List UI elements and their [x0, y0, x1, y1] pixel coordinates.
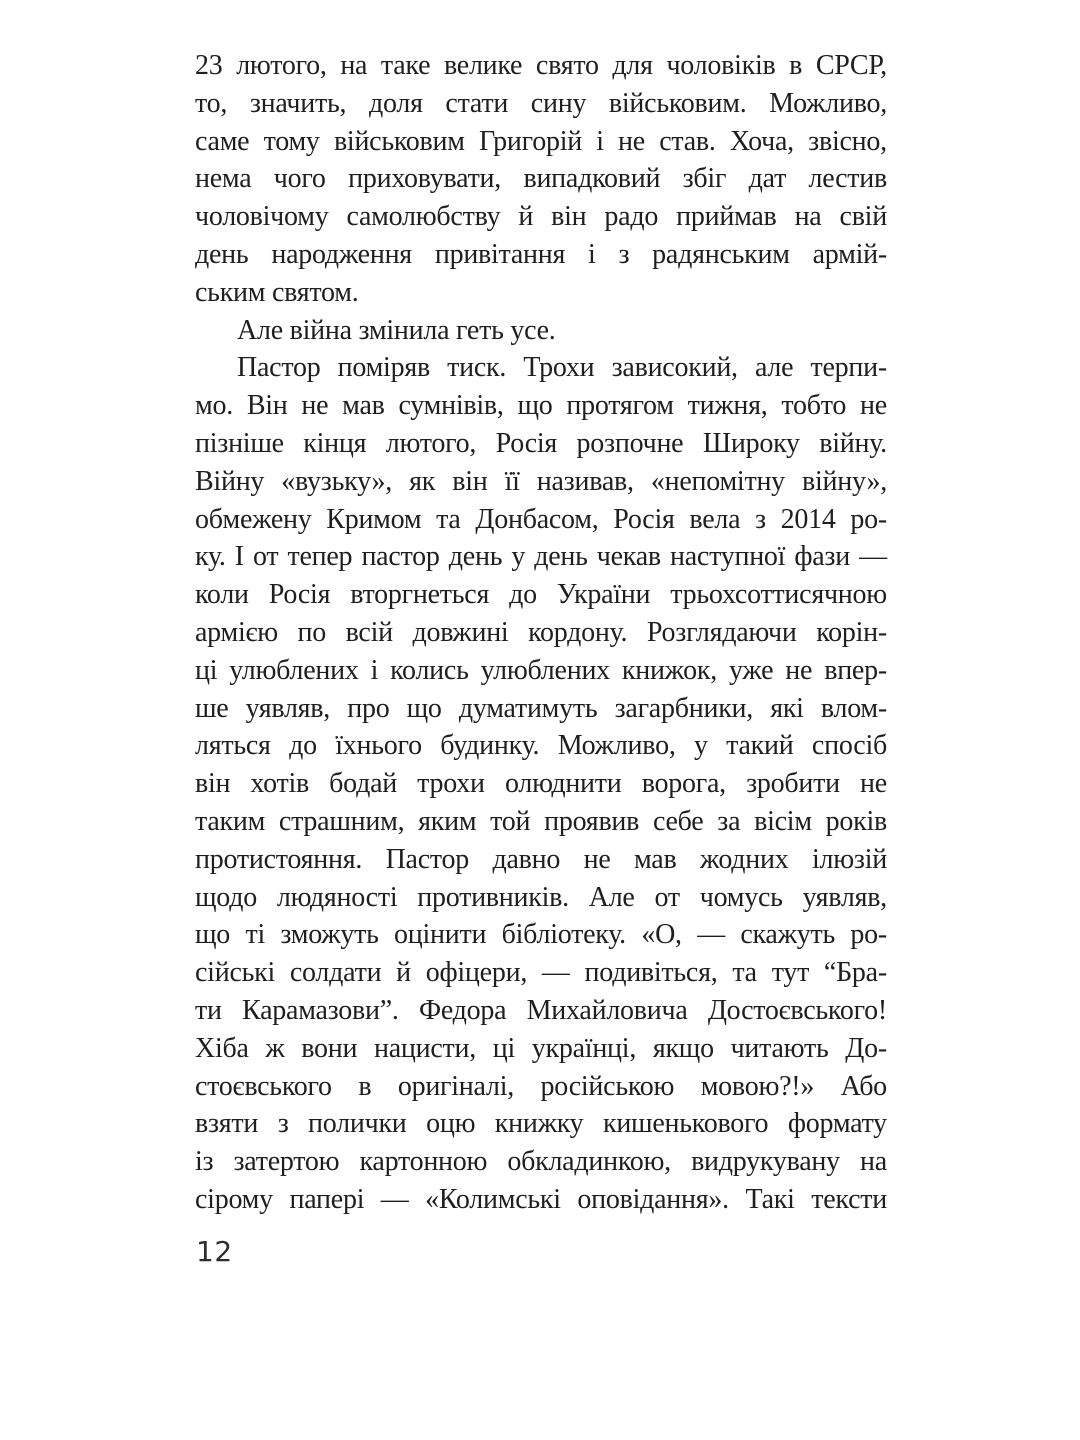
- text-line: таким страшним, яким той проявив себе за вісім років: [195, 805, 887, 837]
- text-line: ти Карамазови”. Федора Михайловича Достоєвського!: [195, 994, 887, 1026]
- text-line: ляться до їхнього будинку. Можливо, у такий спосіб: [195, 730, 887, 762]
- text-line: щодо людяності противників. Але от чомусь уявляв,: [195, 881, 887, 913]
- text-line: армією по всій довжині кордону. Розглядаючи корін-: [195, 616, 887, 648]
- text-line: пізніше кінця лютого, Росія розпочне Широку війну.: [195, 427, 887, 459]
- text-line: він хотів бодай трохи олюднити ворога, зробити не: [195, 768, 887, 800]
- body-text: [195, 47, 887, 1219]
- text-line: ським святом.: [195, 276, 359, 308]
- text-line: Хіба ж вони нацисти, ці українці, якщо читають До-: [195, 1032, 887, 1064]
- text-line: саме тому військовим Григорій і не став. Хоча, звісно,: [195, 125, 887, 157]
- text-line: день народження привітання і з радянським армій-: [195, 238, 887, 270]
- text-line: обмежену Кримом та Донбасом, Росія вела з 2014 ро-: [195, 503, 887, 535]
- text-line: 23 лютого, на таке велике свято для чоловіків в СРСР,: [195, 50, 887, 81]
- text-line: сірому папері — «Колимські оповідання». Такі тексти: [195, 1183, 887, 1215]
- text-line: що ті зможуть оцінити бібліотеку. «О, — скажуть ро-: [195, 919, 887, 951]
- text-line: із затертою картонною обкладинкою, видрукувану на: [195, 1146, 887, 1178]
- text-line: ше уявляв, про що думатимуть загарбники, які влом-: [195, 692, 887, 724]
- text-line: чоловічому самолюбству й він радо приймав на свій: [195, 201, 887, 233]
- text-line: ці улюблених і колись улюблених книжок, уже не впер-: [195, 654, 887, 686]
- text-line: взяти з полички оцю книжку кишенькового формату: [195, 1108, 887, 1140]
- text-line: коли Росія вторгнеться до України трьохсоттисячною: [195, 579, 887, 611]
- text-line: протистояння. Пастор давно не мав жодних ілюзій: [195, 843, 887, 875]
- text-line: Але війна змінила геть усе.: [237, 314, 556, 346]
- text-line: сійські солдати й офіцери, — подивіться, та тут “Бра-: [195, 957, 887, 989]
- text-line: мо. Він не мав сумнівів, що протягом тижня, тобто не: [195, 390, 887, 422]
- text-line: Війну «вузьку», як він її називав, «непомітну війну»,: [195, 465, 887, 497]
- text-line: Пастор поміряв тиск. Трохи зависокий, але терпи-: [237, 352, 887, 384]
- page-number: 12: [196, 1235, 233, 1268]
- text-line: то, значить, доля стати сину військовим. Можливо,: [195, 87, 887, 119]
- text-line: нема чого приховувати, випадковий збіг дат лестив: [195, 163, 887, 195]
- text-line: ку. І от тепер пастор день у день чекав наступної фази —: [195, 541, 887, 573]
- text-line: стоєвського в оригіналі, російською мовою?!» Або: [195, 1070, 887, 1102]
